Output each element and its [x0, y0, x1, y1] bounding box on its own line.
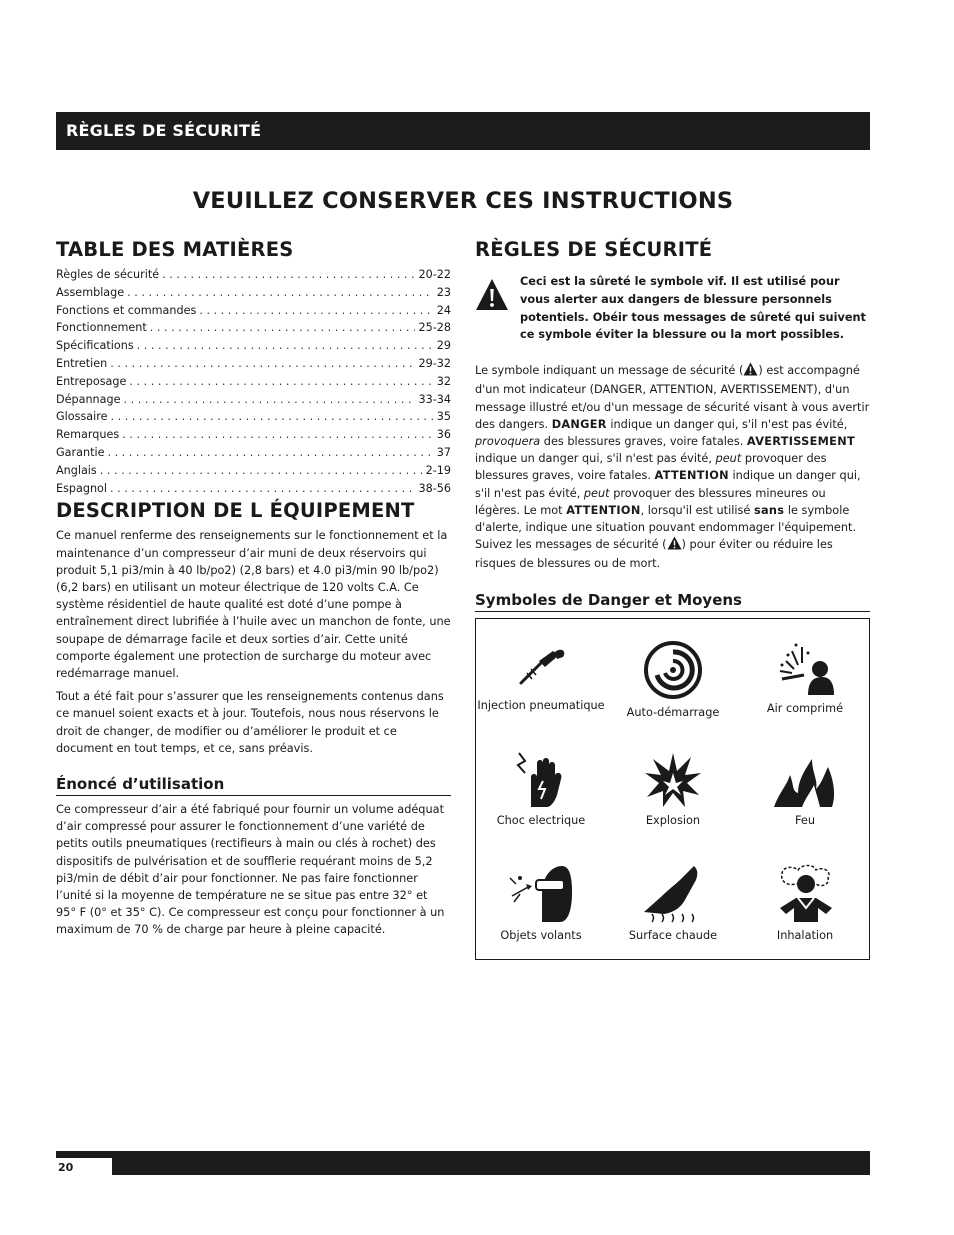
injection-icon [511, 639, 571, 694]
hazard-symbol-label: Injection pneumatique [477, 698, 605, 712]
toc-entry[interactable] [56, 393, 451, 411]
auto-start-icon [643, 639, 703, 701]
hazard-symbol [608, 864, 738, 944]
safety-text: indique un danger qui, s'il n'est pas évité, [606, 417, 848, 431]
page-title: VEUILLEZ CONSERVER CES INSTRUCTIONS [192, 188, 734, 214]
left-column [56, 238, 451, 939]
toc-entry-page: 29 [436, 339, 451, 353]
toc-entry-label: Fonctions et commandes [56, 303, 197, 317]
hot-surface-icon [642, 864, 704, 924]
toc-entry[interactable] [56, 482, 451, 500]
toc-leader-dots [110, 410, 433, 423]
toc-entry-label: Garantie [56, 445, 105, 459]
toc-entry[interactable] [56, 286, 451, 304]
safety-text: indique un danger qui, s'il n'est pas évité, [475, 452, 716, 466]
toc-entry-label: Règles de sécurité [56, 268, 160, 281]
explosion-icon [643, 751, 703, 809]
toc-entry-label: Fonctionnement [56, 321, 147, 335]
safety-text: Le symbole indiquant un message de sécurité ( [475, 364, 744, 378]
inhalation-icon [774, 864, 836, 924]
toc-entry-page: 32 [436, 374, 451, 388]
toc-entry[interactable] [56, 428, 451, 446]
toc-leader-dots [100, 464, 423, 477]
hazard-symbol [476, 751, 606, 829]
hazard-symbols-title: Symboles de Danger et Moyens [475, 591, 870, 612]
toc-entry[interactable] [56, 321, 451, 339]
hazard-symbol-label: Objets volants [500, 928, 582, 942]
toc-title: TABLE DES MATIÈRES [56, 238, 294, 261]
safety-rules-body [475, 362, 870, 572]
toc-entry-page: 2-19 [425, 463, 451, 477]
signal-word-caution: ATTENTION [654, 469, 729, 483]
hazard-symbol-label: Auto-démarrage [626, 705, 720, 719]
usage-statement-text: Ce compresseur d’air a été fabriqué pour fournir un volume adéquat d’air compressé pour assurer le fonctionnement d’une variété de petits outils pneumatiques (rectifieurs à main ou clés à rochet) des dispositifs de pulvérisation et de soufflerie requérant moins de 5,2 pi3/min de débit d’air pour fonctionner. Ne pas faire fonctionner l’unité si la moyenne de température ne se situe pas entre 32° et 95° F (0° et 35° C). Ce compresseur est conçu pour fonctionner à un maximum de 70 % de charge par heure à pleine capacité. [56, 803, 445, 937]
hazard-symbol-label: Surface chaude [628, 928, 718, 942]
safety-alert-block [475, 273, 870, 344]
safety-emphasis-bold: sans [753, 503, 785, 517]
safety-emphasis: peut [715, 452, 742, 466]
safety-text: ) est accompagné d'un mot indicateur (DANGER, ATTENTION, AVERTISSEMENT), d'un message illustré et/ou d'un message de sécurité visant à vous avertir des dangers. [475, 364, 870, 431]
electric-shock-icon [513, 751, 569, 809]
toc-leader-dots [150, 321, 416, 334]
safety-alert-text: Ceci est la sûreté le symbole vif. Il est utilisé pour vous alerter aux dangers de blessure personnels potentiels. Obéir tous messages de sûreté qui suivent ce symbole éviter la blessure ou la mort possibles. [520, 275, 866, 342]
fire-icon [772, 751, 838, 809]
toc-entry-label: Entretien [56, 356, 108, 370]
toc-entry[interactable] [56, 375, 451, 393]
hazard-symbol [740, 751, 870, 829]
toc-entry-label: Entreposage [56, 374, 127, 388]
toc-entry-label: Assemblage [56, 285, 125, 299]
safety-text: provoquer des blessures graves, voire fatales. [475, 452, 827, 483]
page-number: 20 [56, 1158, 112, 1178]
description-paragraph: Tout a été fait pour s’assurer que les renseignements contenus dans ce manuel soient exacts et à jour. Toutefois, nous nous réservons le droit de changer, de modifier ou d’améliorer le produit et ce document en tout temps, et ce, sans préavis. [56, 690, 444, 755]
toc-entry-label: Spécifications [56, 339, 134, 353]
table-of-contents [56, 268, 451, 499]
hazard-symbol-label: Choc electrique [496, 813, 586, 827]
toc-leader-dots [123, 393, 415, 406]
toc-entry[interactable] [56, 410, 451, 428]
toc-entry-label: Espagnol [56, 481, 107, 495]
safety-text: indique un danger qui, s'il n'est pas évité, [475, 469, 861, 500]
hazard-symbol [608, 751, 738, 829]
toc-leader-dots [122, 428, 434, 441]
hazard-symbol-label: Explosion [645, 813, 701, 827]
hazard-symbols-grid [475, 618, 870, 960]
safety-emphasis: provoquera [475, 435, 541, 448]
hazard-symbol [740, 639, 870, 717]
toc-entry[interactable] [56, 464, 451, 482]
toc-entry-page: 37 [436, 445, 451, 459]
toc-leader-dots [110, 357, 415, 370]
toc-entry[interactable] [56, 357, 451, 375]
toc-entry[interactable] [56, 268, 451, 286]
description-paragraph: Ce manuel renferme des renseignements sur le fonctionnement et la maintenance d’un compresseur d’air muni de deux réservoirs qui produit 5,1 pi3/min à 40 lb/po2) (2,8 bars) et 4.0 pi3/min 90 lb/po2) (6,2 bars) en utilisant un moteur électrique de 120 volts C.A. Ce système résidentiel de haute qualité est doté d’une pompe à entraînement direct lubrifiée à l’huile avec un manchon de fonte, une soupape de démarrage facile et deux sorties d’air. Cette unité comporte également une protection de surcharge du moteur avec redémarrage manuel. [56, 529, 451, 680]
flying-objects-icon [508, 864, 574, 924]
signal-word-warning: AVERTISSEMENT [746, 435, 855, 448]
toc-leader-dots [127, 286, 434, 299]
safety-text: des blessures graves, voire fatales. [540, 435, 747, 448]
toc-entry-label: Dépannage [56, 392, 121, 406]
toc-entry-page: 35 [436, 410, 451, 424]
toc-entry[interactable] [56, 304, 451, 322]
hazard-symbol [476, 864, 606, 944]
footer-bar [56, 1151, 870, 1175]
toc-leader-dots [137, 339, 434, 352]
toc-entry-page: 25-28 [418, 321, 451, 335]
toc-entry-label: Remarques [56, 428, 120, 442]
signal-word-caution: ATTENTION [566, 503, 641, 517]
section-header-title: RÈGLES DE SÉCURITÉ [66, 121, 262, 140]
safety-text: , lorsqu'il est utilisé [640, 503, 754, 517]
toc-leader-dots [199, 304, 433, 317]
safety-emphasis: peut [583, 486, 610, 500]
toc-entry-page: 33-34 [418, 392, 451, 406]
right-column [475, 238, 870, 960]
toc-entry-label: Anglais [56, 463, 97, 477]
hazard-symbol [608, 639, 738, 721]
hazard-symbol [476, 639, 606, 714]
toc-entry-label: Glossaire [56, 410, 108, 424]
toc-entry-page: 24 [436, 303, 451, 317]
toc-entry-page: 36 [436, 428, 451, 442]
safety-text: provoquer des blessures mineures ou légères. Le mot [475, 486, 826, 517]
toc-entry-page: 23 [436, 285, 451, 299]
compressed-air-icon [774, 639, 836, 697]
warning-triangle-icon [475, 273, 520, 344]
toc-entry-page: 29-32 [418, 356, 451, 370]
section-header-bar [56, 112, 870, 150]
toc-entry-page: 20-22 [418, 268, 451, 281]
hazard-symbol [740, 864, 870, 944]
hazard-symbol-label: Air comprimé [766, 701, 844, 715]
toc-entry[interactable] [56, 446, 451, 464]
safety-text: ) pour éviter ou réduire les risques de blessures ou de mort. [475, 538, 833, 571]
safety-text: le symbole d'alerte, indique une situation pouvant endommager l'équipement. Suivez les messages de sécurité ( [475, 503, 857, 552]
description-title: DESCRIPTION DE L ÉQUIPEMENT [56, 499, 415, 523]
usage-statement-title: Énoncé d’utilisation [56, 775, 451, 796]
inline-warning-icon [743, 362, 758, 381]
toc-entry-page: 38-56 [418, 481, 451, 495]
toc-leader-dots [110, 482, 415, 495]
hazard-symbol-label: Inhalation [776, 928, 834, 942]
toc-leader-dots [129, 375, 433, 388]
toc-entry[interactable] [56, 339, 451, 357]
hazard-symbol-label: Feu [795, 813, 815, 827]
inline-warning-icon [667, 536, 682, 555]
toc-leader-dots [107, 446, 433, 459]
safety-rules-title: RÈGLES DE SÉCURITÉ [475, 238, 713, 261]
signal-word-danger: DANGER [551, 417, 607, 431]
toc-leader-dots [162, 268, 415, 281]
